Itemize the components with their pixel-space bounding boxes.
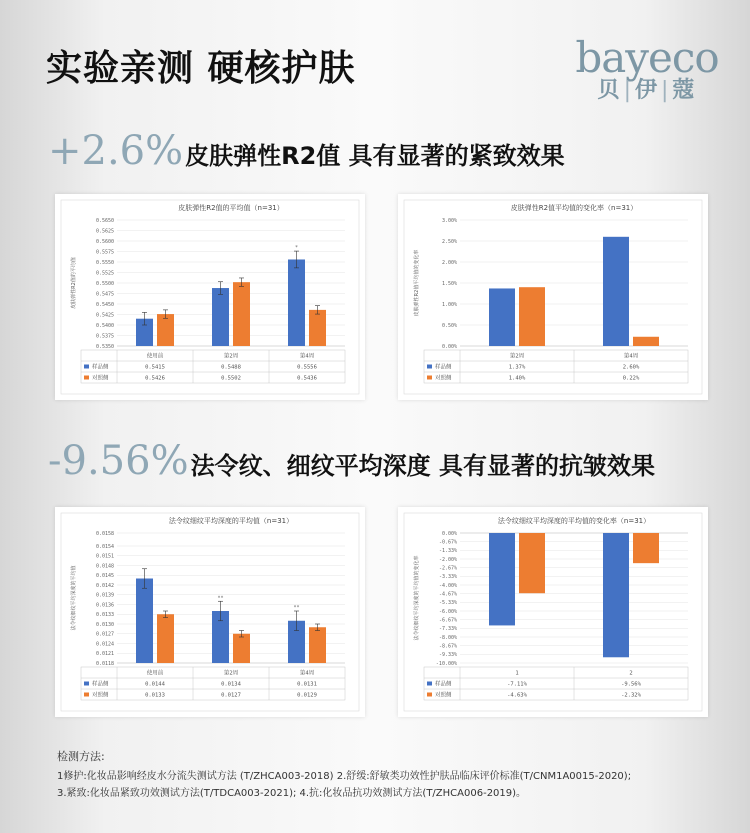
y-tick-label: 0.0127 (95, 631, 114, 638)
y-tick-label: 0.0118 (95, 660, 114, 667)
y-tick-label: 0.0124 (95, 641, 114, 648)
y-tick-label: -9.33% (438, 652, 457, 659)
data-value-label: 0.22% (622, 375, 640, 382)
page-title: 实验亲测 硬核护肤 (46, 48, 356, 89)
chart-card-elasticity-change (398, 194, 708, 400)
legend-label: 对照侧 (435, 375, 452, 382)
y-tick-label: 0.0151 (95, 553, 114, 560)
chart-elasticity-mean (55, 194, 365, 400)
chart-title: 皮肤弹性R2值平均值的变化率（n=31） (510, 204, 638, 212)
data-value-label: 0.0129 (297, 692, 317, 699)
data-value-label: 1.37% (508, 364, 526, 371)
y-tick-label: 0.50% (441, 322, 457, 329)
y-axis-label: 法令纹细纹平均深度的平均值的变化率 (414, 555, 420, 641)
bar (489, 533, 515, 625)
data-value-label: 2.60% (622, 364, 640, 371)
y-tick-label: 0.5400 (95, 322, 114, 329)
y-tick-label: 0.0148 (95, 563, 114, 570)
bar (136, 579, 153, 664)
data-table (424, 667, 688, 700)
brand-chinese: 贝|伊|蔻 (597, 78, 697, 103)
bar (519, 287, 545, 346)
y-tick-label: 0.5375 (95, 333, 114, 340)
y-tick-label: 0.5575 (95, 249, 114, 256)
wrinkle-description: 法令纹、细纹平均深度 具有显著的抗皱效果 (190, 452, 655, 480)
y-tick-label: 0.5350 (95, 343, 114, 350)
y-tick-label: 0.0154 (95, 543, 114, 550)
bar (519, 533, 545, 593)
data-value-label: 0.5426 (145, 375, 165, 382)
data-value-label: 0.0133 (145, 692, 165, 699)
data-value-label: 1.40% (508, 375, 526, 382)
x-category-label: 使用前 (146, 670, 164, 677)
legend-label: 样品侧 (92, 364, 109, 371)
y-tick-label: 0.5600 (95, 238, 114, 245)
y-axis-label: 皮肤弹性R2值平均值的变化率 (414, 249, 420, 317)
legend-label: 样品侧 (92, 681, 109, 688)
notes-line-2: 3.紧致:化妆品紧致功效测试方法(T/TDCA003-2021); 4.抗:化妆品抗功效测试方法(T/ZHCA006-2019)。 (57, 788, 527, 799)
chart-card-wrinkle-change (398, 507, 708, 717)
y-tick-label: 0.5625 (95, 228, 114, 235)
data-value-label: -2.32% (621, 692, 641, 699)
chart-card-elasticity-mean (55, 194, 365, 400)
y-tick-label: 0.0139 (95, 592, 114, 599)
bar (603, 533, 629, 657)
legend-swatch (84, 693, 89, 697)
bar (309, 627, 326, 663)
y-tick-label: 0.00% (441, 343, 457, 350)
bar (212, 288, 229, 346)
chart-wrinkle-mean (55, 507, 365, 717)
x-category-label: 第2周 (223, 353, 239, 360)
brand-logo (572, 33, 722, 104)
legend-swatch (84, 376, 89, 380)
notes-title: 检测方法: (57, 750, 105, 763)
legend-label: 对照侧 (92, 692, 109, 699)
data-value-label: 0.0134 (221, 681, 241, 688)
legend-label: 对照侧 (92, 375, 109, 382)
test-methods-notes (57, 748, 631, 802)
y-tick-label: 2.00% (441, 259, 457, 266)
bar (603, 237, 629, 346)
x-category-label: 使用前 (146, 353, 164, 360)
y-tick-label: 0.5425 (95, 312, 114, 319)
chart-elasticity-change (398, 194, 708, 400)
y-tick-label: -10.00% (435, 660, 457, 667)
y-tick-label: 0.5550 (95, 259, 114, 266)
headline-elasticity (48, 128, 565, 174)
y-tick-label: 0.5650 (95, 217, 114, 224)
bar (489, 288, 515, 346)
bar (157, 314, 174, 346)
chart-title: 法令纹细纹平均深度的平均值（n=31） (168, 517, 294, 525)
bar (157, 614, 174, 663)
bar (233, 282, 250, 346)
chart-card-wrinkle-mean (55, 507, 365, 717)
y-tick-label: -8.67% (438, 643, 457, 650)
y-axis-label: 法令纹细纹平均深度的平均值 (71, 565, 77, 631)
legend-label: 样品侧 (435, 681, 452, 688)
y-tick-label: -2.67% (438, 565, 457, 572)
y-tick-label: 0.5450 (95, 301, 114, 308)
x-category-label: 第4周 (299, 670, 315, 677)
x-category-label: 第2周 (509, 353, 525, 360)
y-tick-label: 0.5500 (95, 280, 114, 287)
significance-mark: ** (293, 605, 300, 611)
y-tick-label: 0.0142 (95, 582, 114, 589)
x-category-label: 第2周 (223, 670, 239, 677)
wrinkle-percent: -9.56% (48, 438, 189, 484)
y-tick-label: 0.00% (441, 530, 457, 537)
headline-wrinkle (48, 438, 655, 484)
y-tick-label: 3.00% (441, 217, 457, 224)
bar (288, 259, 305, 346)
y-tick-label: 1.00% (441, 301, 457, 308)
y-tick-label: -3.33% (438, 574, 457, 581)
data-table (424, 350, 688, 383)
chart-title: 皮肤弹性R2值的平均值（n=31） (178, 204, 284, 212)
data-value-label: 0.0144 (145, 681, 165, 688)
data-value-label: 0.5556 (297, 364, 317, 371)
bar (233, 634, 250, 663)
x-category-label: 1 (515, 670, 519, 677)
y-tick-label: -7.33% (438, 626, 457, 633)
bar (633, 533, 659, 563)
y-tick-label: 1.50% (441, 280, 457, 287)
y-tick-label: 0.0121 (95, 651, 114, 658)
bar (633, 337, 659, 346)
y-tick-label: 0.0136 (95, 602, 114, 609)
data-value-label: -4.63% (507, 692, 527, 699)
data-value-label: 0.5502 (221, 375, 241, 382)
data-value-label: 0.5415 (145, 364, 165, 371)
data-value-label: 0.0131 (297, 681, 317, 688)
legend-label: 对照侧 (435, 692, 452, 699)
y-tick-label: -6.67% (438, 617, 457, 624)
y-tick-label: 2.50% (441, 238, 457, 245)
y-tick-label: -0.67% (438, 539, 457, 546)
legend-swatch (427, 376, 432, 380)
y-tick-label: 0.5475 (95, 291, 114, 298)
y-tick-label: -8.00% (438, 634, 457, 641)
x-category-label: 第4周 (623, 353, 639, 360)
brand-wordmark: bayeco (575, 33, 719, 82)
data-value-label: -7.11% (507, 681, 527, 688)
elasticity-percent: +2.6% (48, 128, 184, 174)
y-tick-label: 0.5525 (95, 270, 114, 277)
legend-swatch (427, 365, 432, 369)
legend-swatch (84, 365, 89, 369)
notes-line-1: 1修护:化妆品影响经皮水分流失测试方法 (T/ZHCA003-2018) 2.舒缓:舒敏类功效性护肤品临床评价标准(T/CNM1A0015-2020); (57, 771, 632, 782)
y-tick-label: 0.0145 (95, 573, 114, 580)
elasticity-description: 皮肤弹性R2值 具有显著的紧致效果 (185, 142, 565, 170)
y-axis-label: 皮肤弹性R2值的平均值 (71, 257, 77, 309)
y-tick-label: -4.67% (438, 591, 457, 598)
legend-label: 样品侧 (435, 364, 452, 371)
y-tick-label: 0.0130 (95, 621, 114, 628)
y-tick-label: -2.00% (438, 556, 457, 563)
significance-mark: * (294, 245, 299, 252)
y-tick-label: 0.0158 (95, 530, 114, 537)
legend-swatch (427, 693, 432, 697)
legend-swatch (427, 682, 432, 686)
y-tick-label: -6.00% (438, 608, 457, 615)
y-tick-label: 0.0133 (95, 612, 114, 619)
y-tick-label: -1.33% (438, 548, 457, 555)
x-category-label: 第4周 (299, 353, 315, 360)
data-value-label: 0.5488 (221, 364, 241, 371)
y-tick-label: -5.33% (438, 600, 457, 607)
chart-wrinkle-change (398, 507, 708, 717)
significance-mark: ** (217, 595, 224, 602)
data-value-label: 0.5436 (297, 375, 317, 382)
y-tick-label: -4.00% (438, 582, 457, 589)
bar (309, 310, 326, 346)
x-category-label: 2 (629, 670, 633, 677)
legend-swatch (84, 682, 89, 686)
data-value-label: -9.56% (621, 681, 641, 688)
chart-title: 法令纹细纹平均深度的平均值的变化率（n=31） (497, 517, 651, 525)
data-value-label: 0.0127 (221, 692, 241, 699)
